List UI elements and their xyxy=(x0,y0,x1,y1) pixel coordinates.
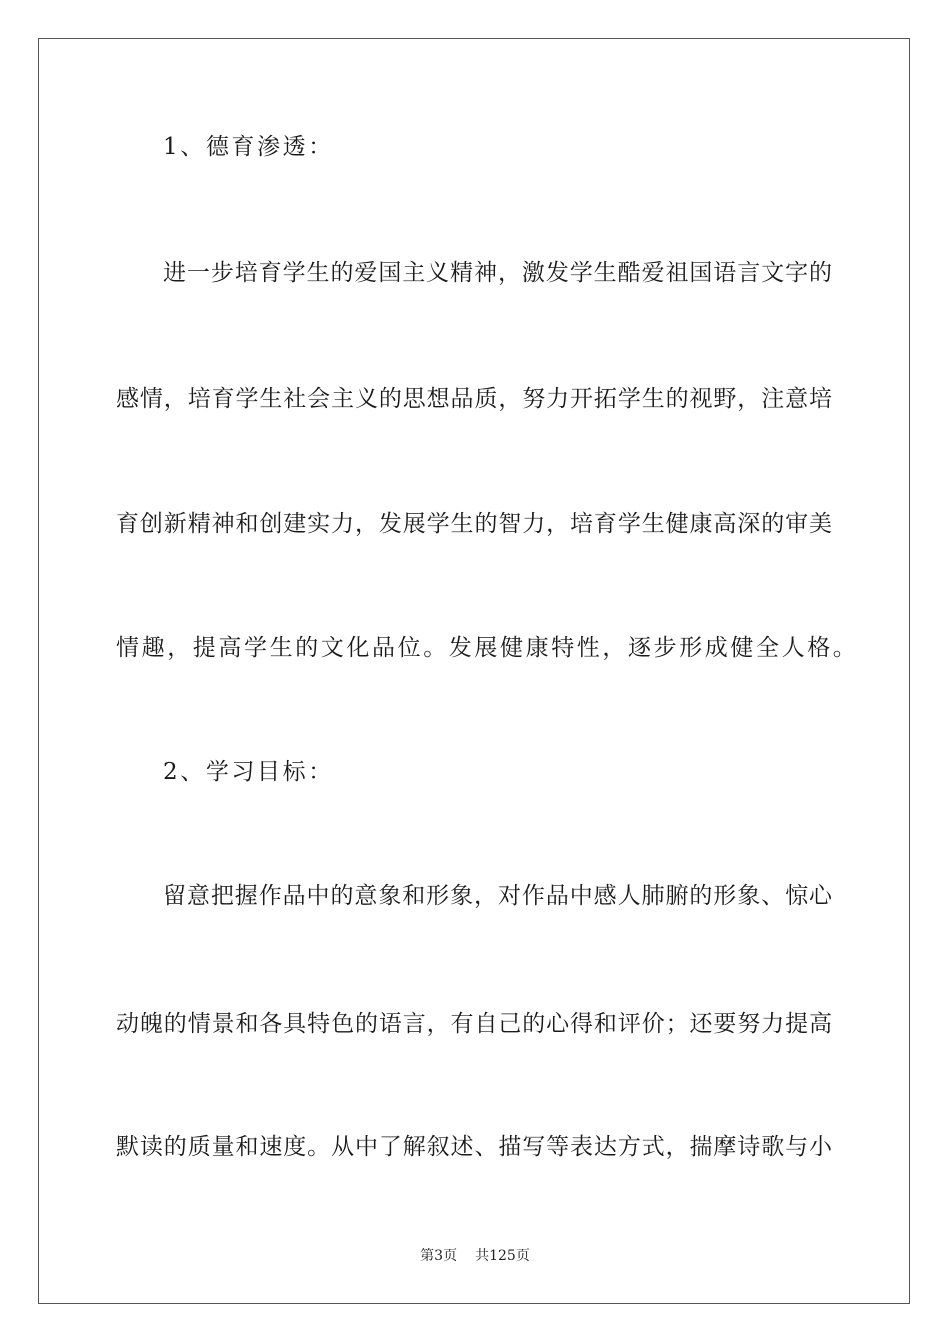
heading-moral-education: 1、德育渗透： xyxy=(163,134,334,160)
page-number: 第3页 xyxy=(420,1248,458,1264)
paragraph-line: 感情，培育学生社会主义的思想品质，努力开拓学生的视野，注意培 xyxy=(116,386,832,412)
paragraph-line: 留意把握作品中的意象和形象，对作品中感人肺腑的形象、惊心 xyxy=(163,883,832,909)
paragraph-line: 默读的质量和速度。从中了解叙述、描写等表达方式，揣摩诗歌与小 xyxy=(116,1134,832,1160)
paragraph-line: 育创新精神和创建实力，发展学生的智力，培育学生健康高深的审美 xyxy=(116,511,832,537)
page-border xyxy=(38,38,910,1304)
page-footer xyxy=(0,1246,950,1266)
paragraph-line: 进一步培育学生的爱国主义精神，激发学生酷爱祖国语言文字的 xyxy=(163,260,832,286)
paragraph-line: 情趣，提高学生的文化品位。发展健康特性，逐步形成健全人格。 xyxy=(116,635,859,661)
paragraph-line: 动魄的情景和各具特色的语言，有自己的心得和评价；还要努力提高 xyxy=(116,1011,832,1037)
heading-learning-goals: 2、学习目标： xyxy=(163,759,334,785)
total-pages: 共125页 xyxy=(475,1248,530,1264)
